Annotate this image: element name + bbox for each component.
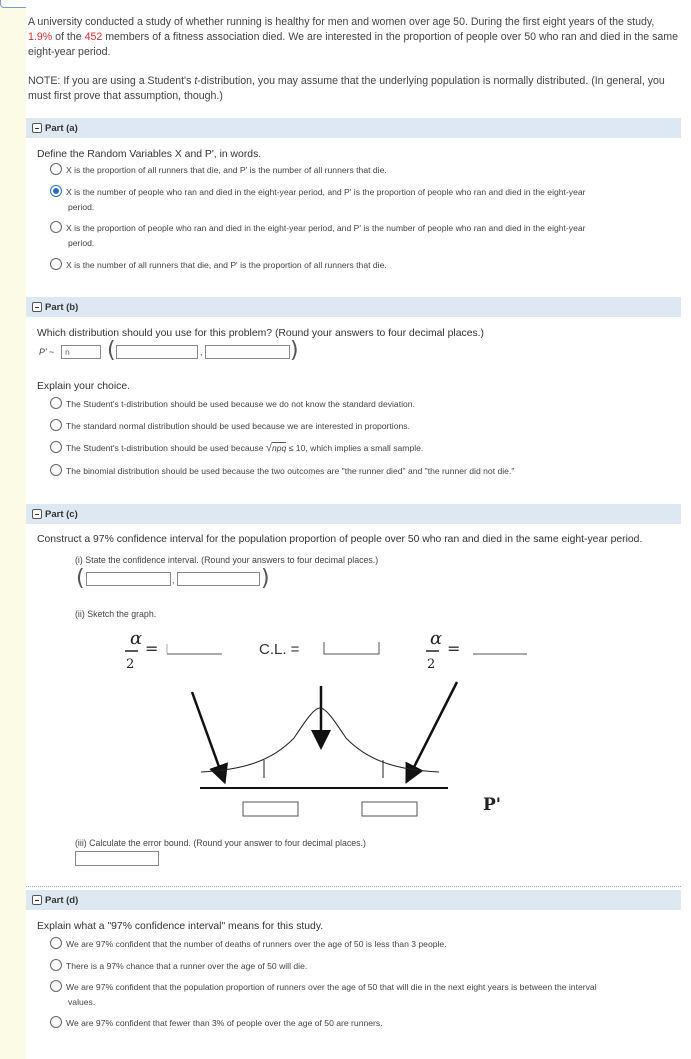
- part-d-option-2[interactable]: There is a 97% chance that a runner over the age of 50 will die.: [66, 961, 308, 971]
- collapse-icon[interactable]: [32, 123, 42, 133]
- part-a-radio-2[interactable]: [50, 185, 62, 197]
- left-equals: =: [145, 639, 159, 658]
- left-tail-arrow: [192, 692, 222, 775]
- member-count: 452: [84, 31, 103, 43]
- part-b-option-4[interactable]: The binomial distribution should be used because the two outcomes are "the runner died" and "the runner did not die.": [66, 466, 515, 476]
- lower-bound-input[interactable]: [243, 802, 298, 816]
- cl-answer-box[interactable]: [324, 642, 379, 654]
- part-c-header[interactable]: Part (c): [26, 504, 681, 524]
- part-a-radio-1[interactable]: [50, 163, 62, 175]
- part-b-radio-1[interactable]: [50, 397, 62, 409]
- right-tail-arrow: [410, 682, 457, 775]
- ci-step-label: (i) State the confidence interval. (Round your answers to four decimal places.): [75, 555, 379, 565]
- ci-upper-input[interactable]: [177, 572, 260, 586]
- death-percent: 1.9%: [28, 31, 53, 43]
- part-d-header[interactable]: Part (d): [26, 890, 681, 910]
- confidence-interval-graph: [26, 620, 681, 830]
- part-a-option-2[interactable]: X is the number of people who ran and died in the eight-year period, and P' is the proportion of people who ran and died in the eight-year: [66, 187, 586, 197]
- distribution-select[interactable]: n: [61, 345, 101, 359]
- part-a-header[interactable]: Part (a): [26, 118, 681, 138]
- section-divider: [26, 886, 681, 887]
- problem-statement: A university conducted a study of whether running is healthy for men and women over age 50. During the first eight years of the study, 1.9% of the 452 members of a fitness association died. We are interested in the proportion of people over 50 who ran and died in the same eight-year period.: [28, 16, 678, 58]
- part-a-radio-4[interactable]: [50, 258, 62, 270]
- right-equals: =: [447, 639, 461, 658]
- open-paren: (: [107, 338, 116, 363]
- part-a-option-3-cont: period.: [68, 238, 95, 248]
- part-a-question: Define the Random Variables X and P', in words.: [37, 149, 262, 160]
- part-a-option-3[interactable]: X is the proportion of people who ran and died in the eight-year period, and P' is the number of people who ran and died in the eight-year: [66, 223, 586, 233]
- error-bound-label: (iii) Calculate the error bound. (Round your answer to four decimal places.): [75, 838, 366, 848]
- part-b-option-2[interactable]: The standard normal distribution should be used because we are interested in proportions.: [66, 421, 410, 431]
- collapse-icon[interactable]: [32, 509, 42, 519]
- part-b-radio-4[interactable]: [50, 464, 62, 476]
- problem-content: A university conducted a study of whether running is healthy for men and women over age 50. During the first eight years of the study, 1.9% of the 452 members of a fitness association died. We are interested in the proportion of people over 50 who ran and died in the same eight-year period. NOTE: If you are using a Student's t-distribution, you may assume that the underlying population is normally distributed. (In general, you must first prove that assumption, though.) Part (a) Define the Random Variables X and P', in words. X is the proportion of all runners that die, and P' is the number of all runners that die. X is the number of people who ran and died in the eight-year period, and P' is the proportion of people who ran and died in the eight-year period. X is the proportion of people who ran and died in the eight-year period, and P' is the number of people who ran and died in the eight-year period. X is the number of all runners that die, and P' is the proportion of all runners that die. Part (b) Which distribution should you use for this problem? (Round your answers to four decimal places.) P' ~ n ( , ) Explain your choice. The Student's t-distribution should be used because we do not know the standard deviation. The standard normal distribution should be used because we are interested in proportions. The Student's t-distribution should be used because √npq ≤ 10, which implies a small sample. The binomial distribution should be used because the two outcomes are "the runner died" and "the runner did not die." Part (c) Construct a 97% confidence interval for the population proportion of people over 50 who ran and died in the same eight-year period. (i) State the confidence interval. (Round your answers to four decimal places.) ( , ) (ii) Sketch the graph. α 2 = C.L. = α 2 = P' (iii) Calculate the error bound. (Round your answer to four decimal places.) Part (d) Explain what a "97% confidence interval" means for this study. We are 97% confident that the number of deaths of runners over the age of 50 is less than 3 people. There is a 97% chance that a runner over the age of 50 will die. We are 97% confident that the population proportion of runners over the age of 50 that will die in the next eight years is between the interval values. We are 97% confident that fewer than 3% of people over the age of 50 are runners.: [26, 0, 681, 1059]
- explain-label: Explain your choice.: [37, 381, 130, 392]
- ci-lower-input[interactable]: [86, 572, 171, 586]
- cl-label: C.L. =: [259, 641, 300, 658]
- part-a-option-2-cont: period.: [68, 202, 95, 212]
- part-d-radio-2[interactable]: [50, 959, 62, 971]
- part-b-header[interactable]: Part (b): [26, 297, 681, 317]
- left-margin-strip: [0, 0, 26, 1059]
- part-a-radio-3[interactable]: [50, 221, 62, 233]
- upper-bound-input[interactable]: [362, 802, 417, 816]
- part-b-option-3[interactable]: The Student's t-distribution should be used because √npq ≤ 10, which implies a small sample.: [66, 442, 424, 454]
- collapse-icon[interactable]: [32, 302, 42, 312]
- left-alpha-denominator: 2: [126, 657, 135, 672]
- part-d-radio-4[interactable]: [50, 1016, 62, 1028]
- error-bound-input[interactable]: [75, 851, 159, 866]
- part-b-radio-2[interactable]: [50, 419, 62, 431]
- dist-param-2-input[interactable]: [205, 345, 290, 359]
- dist-param-1-input[interactable]: [116, 345, 198, 359]
- close-paren: ): [290, 338, 299, 363]
- part-b-radio-3[interactable]: [50, 441, 62, 453]
- part-d-question: Explain what a "97% confidence interval" means for this study.: [37, 921, 324, 932]
- part-b-option-1[interactable]: The Student's t-distribution should be used because we do not know the standard deviation.: [66, 399, 415, 409]
- part-b-question: Which distribution should you use for this problem? (Round your answers to four decimal places.): [37, 328, 485, 339]
- p-prime-axis-label: P': [483, 795, 501, 815]
- part-c-question: Construct a 97% confidence interval for the population proportion of people over 50 who ran and died in the same eight-year period.: [37, 534, 643, 545]
- p-prime-label: P' ~: [39, 347, 55, 357]
- part-a-option-4[interactable]: X is the number of all runners that die, and P' is the proportion of all runners that die.: [66, 260, 387, 270]
- part-d-radio-1[interactable]: [50, 937, 62, 949]
- sketch-step-label: (ii) Sketch the graph.: [75, 609, 157, 619]
- part-d-radio-3[interactable]: [50, 980, 62, 992]
- left-alpha-symbol: α: [130, 628, 143, 649]
- part-d-option-4[interactable]: We are 97% confident that fewer than 3% of people over the age of 50 are runners.: [66, 1018, 383, 1028]
- right-alpha-symbol: α: [430, 628, 443, 649]
- part-d-option-3[interactable]: We are 97% confident that the population proportion of runners over the age of 50 that will die in the next eight years is between the interval: [66, 982, 597, 992]
- right-alpha-denominator: 2: [427, 657, 436, 672]
- part-a-option-1[interactable]: X is the proportion of all runners that die, and P' is the number of all runners that die.: [66, 165, 387, 175]
- note-text: NOTE: If you are using a Student's t-distribution, you may assume that the underlying population is normally distributed. (In general, you must first prove that assumption, though.): [28, 75, 665, 102]
- part-d-option-1[interactable]: We are 97% confident that the number of deaths of runners over the age of 50 is less than 3 people.: [66, 939, 447, 949]
- part-d-option-3-cont: values.: [68, 997, 96, 1007]
- collapse-icon[interactable]: [32, 895, 42, 905]
